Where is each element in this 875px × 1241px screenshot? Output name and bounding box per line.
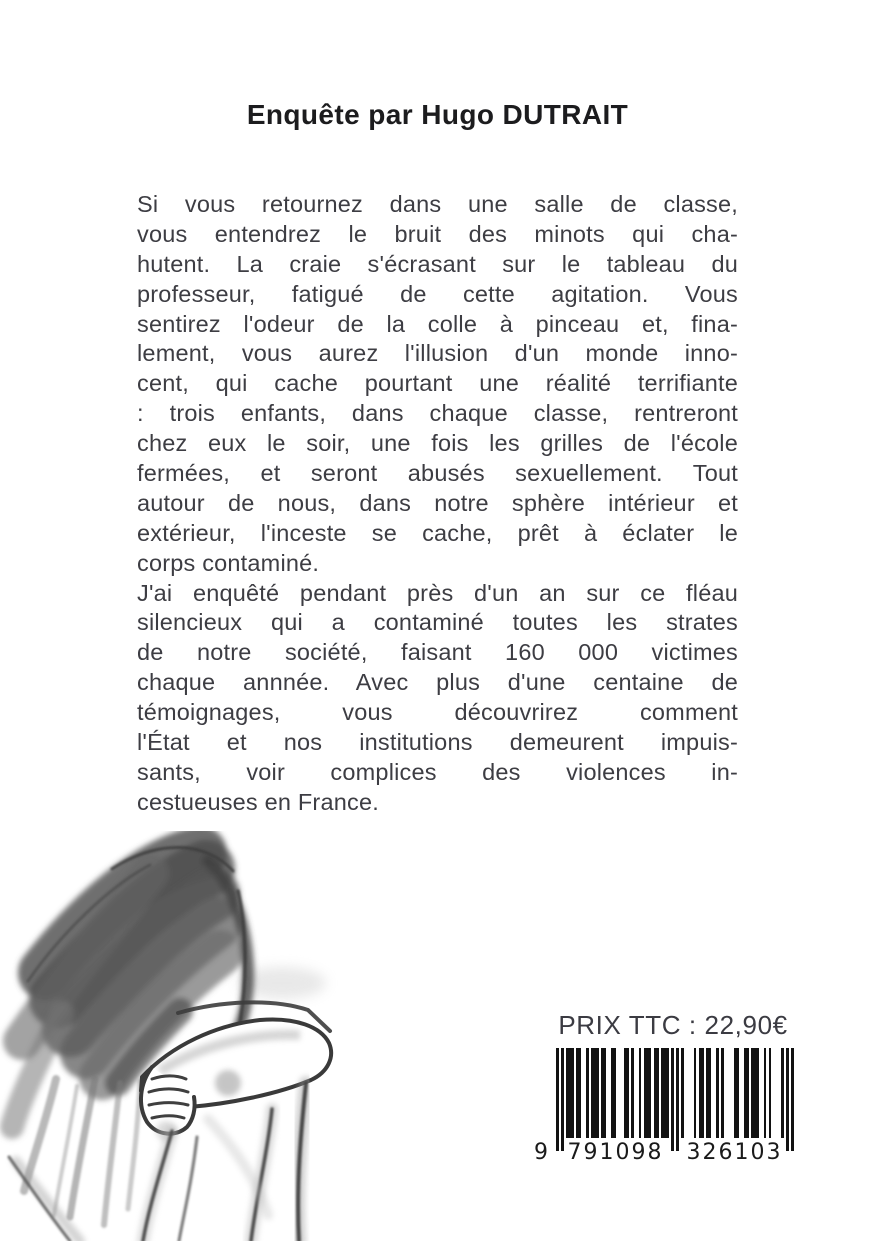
body-line: cent, qui cache pourtant une réalité terrifiante [137,370,738,397]
body-line: témoignages, vous découvrirez comment [137,699,738,726]
body-line: silencieux qui a contaminé toutes les strates [137,609,738,636]
body-line: Si vous retournez dans une salle de classe, [137,191,738,217]
body-line: professeur, fatigué de cette agitation. Vous [137,280,738,307]
body-line: vous entendrez le bruit des minots qui cha- [137,220,738,247]
body-line: de notre société, faisant 160 000 victimes [137,639,738,666]
body-line: J'ai enquêté pendant près d'un an sur ce fléau [137,579,738,606]
body-line: sants, voir complices des violences in- [137,758,738,785]
page-title: Enquête par Hugo DUTRAIT [246,99,629,130]
barcode [534,1048,796,1170]
body-line: l'État et nos institutions demeurent impuis- [137,729,738,756]
body-line: : trois enfants, dans chaque classe, rentreront [137,400,738,427]
body-line: extérieur, l'inceste se cache, prêt à éclater le [137,519,738,546]
body-line: autour de nous, dans notre sphère intérieur et [137,489,738,516]
body-line: lement, vous aurez l'illusion d'un monde inno- [137,340,738,367]
body-line: sentirez l'odeur de la colle à pinceau et, fina- [137,310,738,337]
body-line: corps contaminé. [137,549,320,576]
body-line: fermées, et seront abusés sexuellement. Tout [137,460,738,487]
body-line: chez eux le soir, une fois les grilles de l'école [137,430,738,457]
child-sketch-illustration [0,831,345,1241]
barcode-bars [556,1048,794,1151]
body-line: hutent. La craie s'écrasant sur le tableau du [137,250,738,277]
barcode-digits-left: 791098 [564,1140,667,1165]
barcode-digits-right: 326103 [683,1140,786,1165]
back-cover-synopsis [137,190,738,818]
body-line: chaque annnée. Avec plus d'une centaine de [137,669,738,696]
body-line: cestueuses en France. [137,788,379,815]
barcode-digit-first: 9 [534,1140,550,1165]
price-label: PRIX TTC : 22,90€ [558,1010,788,1040]
